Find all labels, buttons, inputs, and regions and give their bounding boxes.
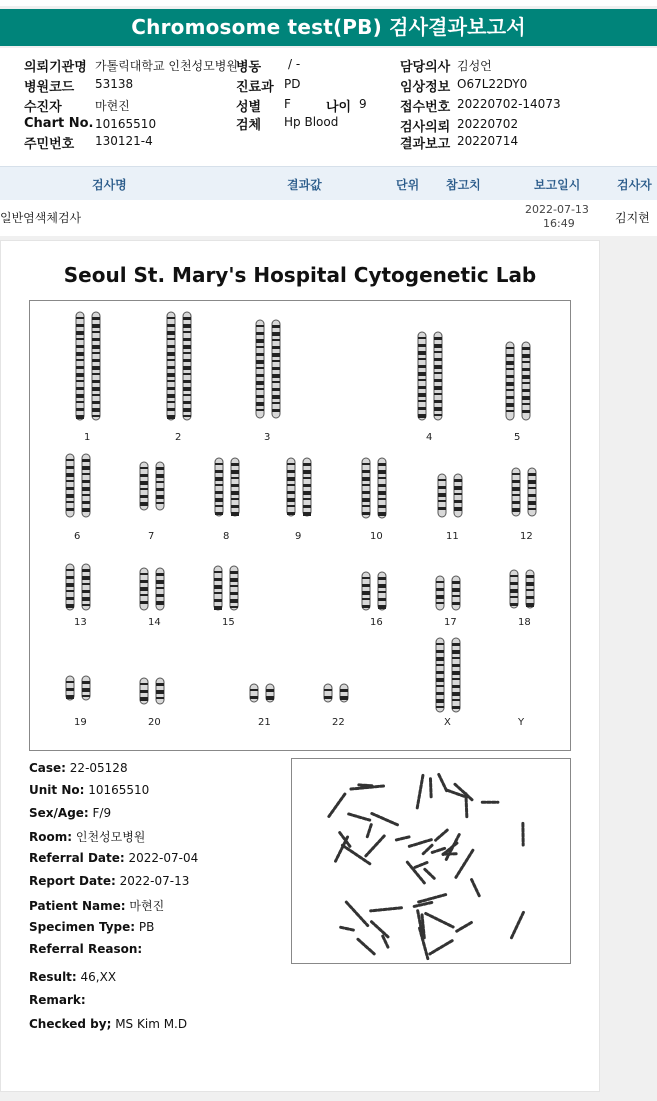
- col-unit[interactable]: 단위: [396, 178, 420, 192]
- rrn-label: 주민번호: [24, 137, 75, 152]
- dept-value: PD: [284, 77, 301, 91]
- report-field-label: Patient Name:: [29, 899, 126, 913]
- chromosome-label-13: 13: [74, 617, 87, 628]
- report-field: [29, 828, 145, 845]
- report-field-label: Case:: [29, 761, 66, 775]
- chromosome-label-22: 22: [332, 717, 345, 728]
- chromosome-pair-6: [60, 453, 100, 518]
- report-field-label: Sex/Age:: [29, 806, 89, 820]
- chromosome-label-18: 18: [518, 617, 531, 628]
- report-field-label: Unit No:: [29, 783, 85, 797]
- chromosome-label-5: 5: [514, 432, 521, 443]
- row-test-name: 일반염색체검사: [0, 211, 82, 225]
- chromosome-pair-4: [412, 331, 452, 421]
- report-field-label: Report Date:: [29, 874, 116, 888]
- report-field-label: Result:: [29, 970, 77, 984]
- chromosome-label-17: 17: [444, 617, 457, 628]
- chromosome-label-X: X: [444, 717, 451, 728]
- result-date-label: 결과보고: [400, 137, 451, 152]
- institution-label: 의뢰기관명: [24, 60, 87, 75]
- report-field-label: Checked by;: [29, 1017, 112, 1031]
- chromosome-label-10: 10: [370, 531, 383, 542]
- institution-value: 가톨릭대학교 인천성모병원: [95, 59, 238, 73]
- chart-value: 10165510: [95, 117, 157, 131]
- results-table-header: [0, 166, 657, 201]
- doctor-value: 김성언: [457, 59, 492, 73]
- top-strip: [0, 0, 657, 6]
- chromosome-label-9: 9: [295, 531, 302, 542]
- report-field: [29, 942, 142, 956]
- reception-label: 접수번호: [400, 100, 451, 115]
- specimen-label: 검체: [236, 118, 262, 133]
- report-field: [29, 920, 154, 934]
- chromosome-pair-19: [60, 675, 100, 701]
- metaphase-spread-image: [291, 758, 571, 964]
- report-field-value: F/9: [88, 806, 112, 820]
- report-field: [29, 897, 164, 914]
- report-field-value: 22-05128: [65, 761, 128, 775]
- chromosome-label-19: 19: [74, 717, 87, 728]
- chromosome-pair-17: [430, 575, 470, 611]
- chromosome-pair-12: [506, 467, 546, 517]
- request-label: 검사의뢰: [400, 120, 451, 135]
- chromosome-pair-13: [60, 563, 100, 611]
- report-field-value: 마현진: [125, 899, 165, 913]
- report-header: [0, 9, 657, 46]
- row-report-date: 2022-07-13: [525, 203, 589, 216]
- report-field-value: 2022-07-13: [115, 874, 190, 888]
- chromosome-pair-21: [244, 683, 284, 703]
- chromosome-pair-2: [161, 311, 201, 421]
- age-label: 나이: [326, 100, 352, 115]
- sex-label: 성별: [236, 100, 262, 115]
- chromosome-pair-15: [208, 565, 248, 611]
- chromosome-pair-X: [430, 637, 470, 713]
- chromosome-pair-11: [432, 473, 472, 518]
- chromosome-label-14: 14: [148, 617, 161, 628]
- specimen-value: Hp Blood: [284, 115, 339, 129]
- chromosome-pair-20: [134, 677, 174, 705]
- sex-value: F: [284, 97, 291, 111]
- chromosome-label-3: 3: [264, 432, 271, 443]
- chromosome-label-11: 11: [446, 531, 459, 542]
- header-title: Chromosome test(PB) 검사결과보고서: [131, 15, 526, 39]
- patient-value: 마현진: [95, 99, 130, 113]
- col-report-datetime[interactable]: 보고일시: [534, 178, 581, 192]
- dept-label: 진료과: [236, 80, 274, 95]
- report-field-value: 2022-07-04: [124, 851, 199, 865]
- col-test-name[interactable]: 검사명: [92, 178, 127, 192]
- reception-value: 20220702-14073: [457, 97, 561, 111]
- chromosome-pair-9: [281, 457, 321, 517]
- chromosome-pair-22: [318, 683, 358, 703]
- chromosome-pair-10: [356, 457, 396, 519]
- rrn-value: 130121-4: [95, 134, 153, 148]
- chromosome-pair-18: [504, 569, 544, 609]
- report-field-label: Remark:: [29, 993, 86, 1007]
- clinical-value: O67L22DY0: [457, 77, 528, 91]
- chromosome-label-16: 16: [370, 617, 383, 628]
- report-field: [29, 761, 128, 775]
- chromosome-label-1: 1: [84, 432, 91, 443]
- doctor-label: 담당의사: [400, 60, 451, 75]
- chromosome-label-4: 4: [426, 432, 433, 443]
- karyotype-report: [0, 240, 600, 1092]
- chromosome-pair-7: [134, 461, 174, 511]
- hospital-code-label: 병원코드: [24, 80, 75, 95]
- chromosome-pair-5: [500, 341, 540, 421]
- patient-label: 수진자: [24, 100, 62, 115]
- report-field-value: PB: [135, 920, 155, 934]
- chromosome-pair-8: [209, 457, 249, 517]
- request-value: 20220702: [457, 117, 519, 131]
- col-result[interactable]: 결과값: [287, 178, 322, 192]
- report-field: [29, 874, 189, 888]
- report-field: [29, 970, 116, 984]
- report-field-label: Referral Date:: [29, 851, 125, 865]
- age-value: 9: [359, 97, 367, 111]
- report-field: [29, 1017, 187, 1031]
- lab-title: Seoul St. Mary's Hospital Cytogenetic Lab: [63, 263, 537, 287]
- chromosome-pair-16: [356, 571, 396, 611]
- report-field: [29, 851, 198, 865]
- chart-label: Chart No.: [24, 116, 94, 131]
- chromosome-label-2: 2: [175, 432, 182, 443]
- results-table-row[interactable]: [0, 200, 657, 236]
- chromosome-label-21: 21: [258, 717, 271, 728]
- row-tester: 김지현: [615, 211, 650, 225]
- metaphase-spread-svg: [292, 759, 570, 963]
- chromosome-label-8: 8: [223, 531, 230, 542]
- col-tester[interactable]: 검사자: [617, 178, 652, 192]
- chromosome-label-15: 15: [222, 617, 235, 628]
- report-field-value: 46,XX: [76, 970, 117, 984]
- chromosome-pair-3: [250, 319, 290, 419]
- report-field: [29, 806, 111, 820]
- chromosome-pair-14: [134, 567, 174, 611]
- report-field-value: 10165510: [84, 783, 150, 797]
- report-field-label: Specimen Type:: [29, 920, 136, 934]
- report-field-value: 인천성모병원: [72, 830, 146, 844]
- chromosome-pair-1: [70, 311, 110, 421]
- result-date-value: 20220714: [457, 134, 519, 148]
- ward-value: / -: [288, 57, 301, 71]
- patient-info-panel: [0, 48, 657, 166]
- report-field: [29, 783, 149, 797]
- ward-label: 병동: [236, 60, 262, 75]
- chromosome-label-Y: Y: [518, 717, 525, 728]
- row-report-time: 16:49: [543, 217, 575, 230]
- report-field-label: Room:: [29, 830, 73, 844]
- chromosome-label-20: 20: [148, 717, 161, 728]
- report-field-value: MS Kim M.D: [111, 1017, 188, 1031]
- clinical-label: 임상정보: [400, 80, 451, 95]
- hospital-code-value: 53138: [95, 77, 134, 91]
- chromosome-label-6: 6: [74, 531, 81, 542]
- chromosome-label-7: 7: [148, 531, 155, 542]
- col-reference[interactable]: 참고치: [446, 178, 481, 192]
- chromosome-label-12: 12: [520, 531, 533, 542]
- report-field-label: Referral Reason:: [29, 942, 143, 956]
- report-field: [29, 993, 86, 1007]
- karyogram-panel: [29, 300, 571, 751]
